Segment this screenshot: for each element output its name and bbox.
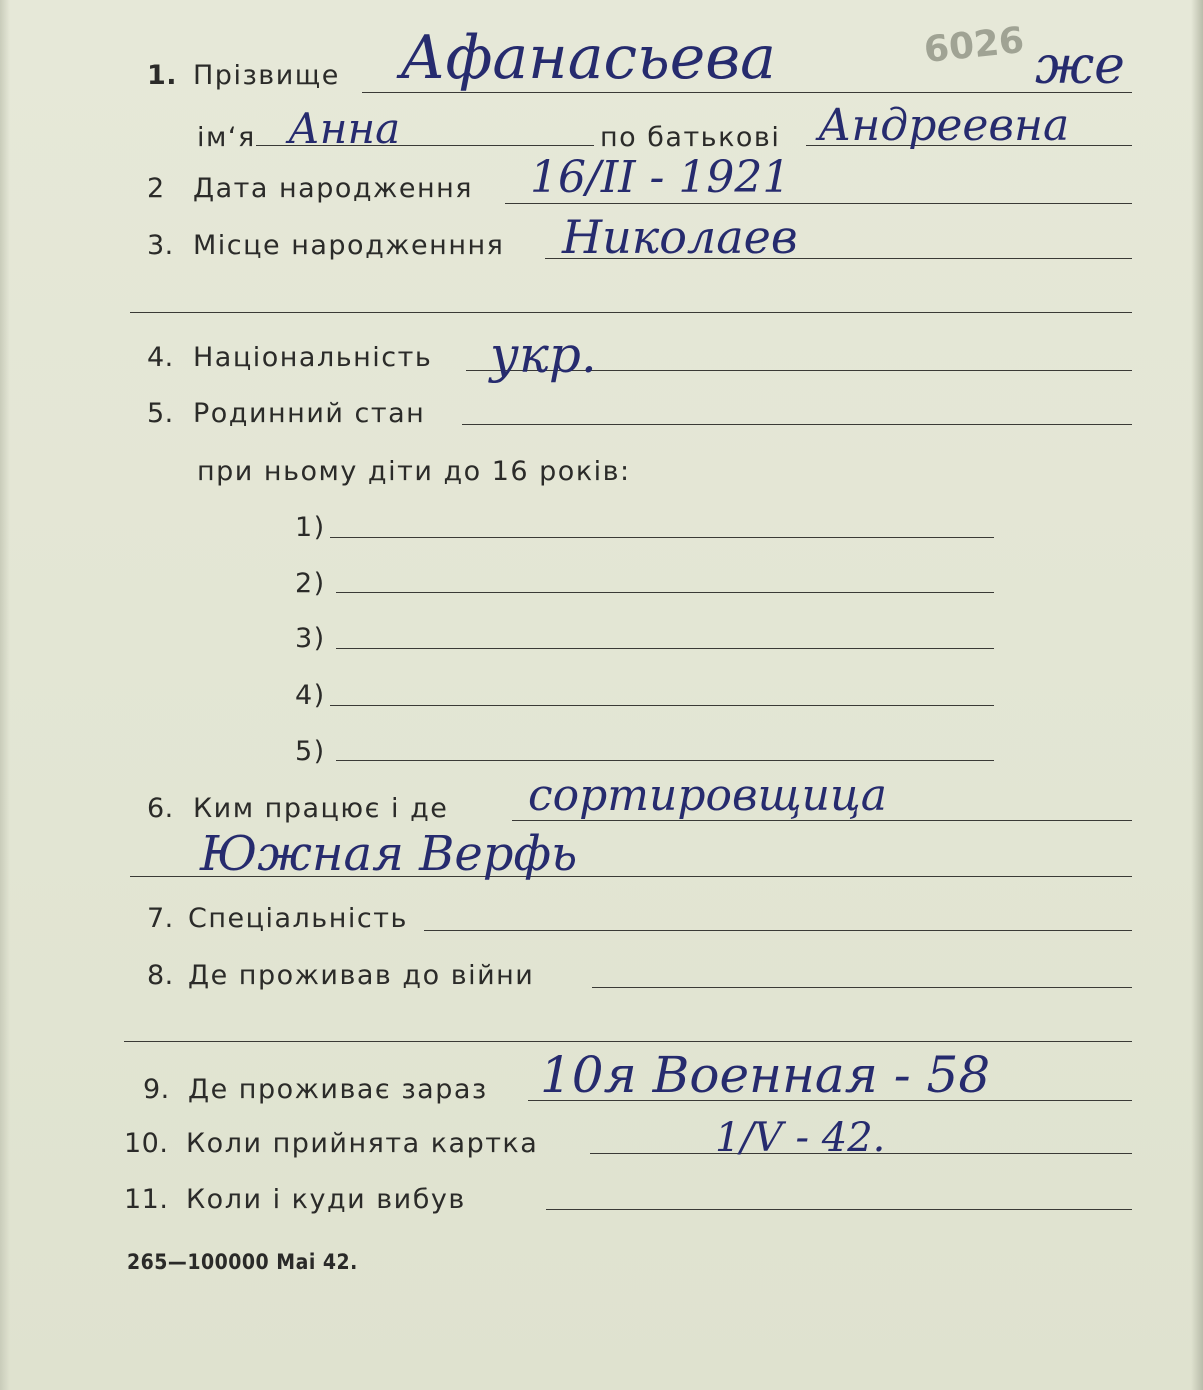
birth-place-label: Місце народженння [193,230,505,261]
child-2-line [336,592,994,593]
prewar-residence-line-2 [124,1041,1132,1042]
field-1-number: 1. [147,60,178,91]
patronymic-value: Андреевна [818,100,1070,151]
field-4-number: 4. [147,342,174,373]
child-1-line [330,537,994,538]
occupation-label: Ким працює і де [193,793,449,824]
surname-value: Афанасьева [400,23,776,93]
paper-edge-right [1191,0,1203,1390]
field-6-number: 6. [147,793,174,824]
birth-date-line [505,203,1132,204]
specialty-line [424,930,1132,931]
field-3-number: 3. [147,230,174,261]
field-8-number: 8. [147,960,174,991]
child-5-line [336,760,994,761]
field-11-number: 11. [124,1184,169,1215]
departure-label: Коли і куди вибув [186,1184,466,1215]
prewar-residence-line [592,987,1132,988]
child-1-number: 1) [295,512,326,543]
first-name-label: ім‘я [197,122,256,153]
child-4-line [330,705,994,706]
specialty-label: Спеціальність [188,903,408,934]
marital-status-label: Родинний стан [193,398,426,429]
birth-date-value: 16/II - 1921 [530,152,791,203]
field-5-number: 5. [147,398,174,429]
stamp-number: 6026 [922,19,1027,72]
current-residence-value: 10я Военная - 58 [540,1046,991,1104]
field-7-number: 7. [147,903,174,934]
surname-label: Прізвище [193,60,340,91]
child-2-number: 2) [295,568,326,599]
patronymic-label: по батькові [600,122,781,153]
child-3-line [336,648,994,649]
departure-line [546,1209,1132,1210]
nationality-value: укр. [490,326,597,384]
birth-place-value: Николаев [562,210,798,264]
marital-status-line [462,424,1132,425]
child-3-number: 3) [295,623,326,654]
children-label: при ньому діти до 16 років: [197,456,631,487]
current-residence-label: Де проживає зараз [188,1074,488,1105]
surname-suffix-value: же [1035,36,1125,96]
first-name-value: Анна [288,104,401,153]
occupation-value: сортировщица [528,770,887,821]
birth-place-line-2 [130,312,1132,313]
workplace-value: Южная Верфь [200,826,578,882]
field-10-number: 10. [124,1128,169,1159]
child-4-number: 4) [295,680,326,711]
child-5-number: 5) [295,736,326,767]
print-run-note: 265—100000 Mai 42. [127,1250,358,1274]
prewar-residence-label: Де проживав до війни [188,960,535,991]
card-accepted-label: Коли прийнята картка [186,1128,539,1159]
paper-edge-left [0,0,10,1390]
field-9-number: 9. [143,1074,170,1105]
nationality-label: Національність [193,342,433,373]
birth-date-label: Дата народження [193,173,474,204]
field-2-number: 2 [147,173,165,204]
card-accepted-value: 1/V - 42. [715,1115,886,1161]
